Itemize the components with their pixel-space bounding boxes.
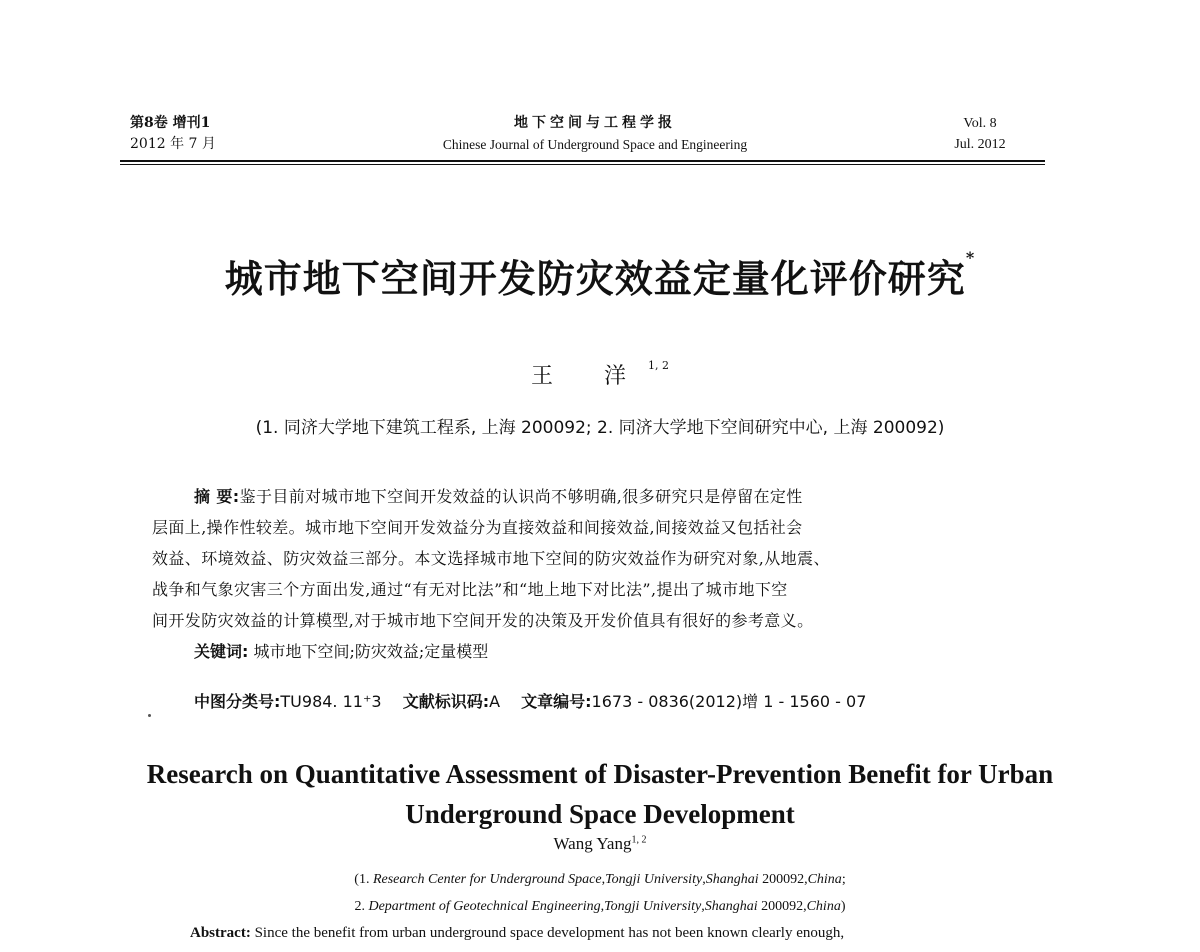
- author-cn-affil-sup: 1, 2: [648, 359, 669, 372]
- journal-name-cn: 地下空间与工程学报: [514, 115, 676, 131]
- classification-line: [194, 689, 866, 712]
- title-footnote-mark: *: [965, 248, 976, 267]
- abstract-cn-line: 摘 要:鉴于目前对城市地下空间开发效益的认识尚不够明确,很多研究只是停留在定性: [194, 487, 803, 506]
- article-no-value: 1673 - 0836(2012)增 1 - 1560 - 07: [591, 692, 867, 711]
- affiliation-en-line2: 2. Department of Geotechnical Engineering,Tongji University,Shanghai 200092,China): [354, 899, 846, 914]
- journal-name-en: Chinese Journal of Underground Space and Engineering: [442, 137, 748, 152]
- abstract-en-label: Abstract:: [190, 925, 251, 941]
- doc-code-value: A: [489, 692, 501, 711]
- abstract-cn-label: 摘 要:: [194, 487, 240, 506]
- author-en: [0, 834, 1200, 854]
- header-right: [930, 113, 1030, 155]
- keywords-cn: [194, 639, 488, 662]
- abstract-cn-line: 间开发防灾效益的计算模型,对于城市地下空间开发的决策及开发价值具有很好的参考意义。: [152, 611, 814, 630]
- header-rule-thin: [120, 164, 1045, 165]
- article-no-label: 文章编号:: [521, 692, 592, 711]
- header-left: [130, 113, 216, 155]
- scan-dot: [148, 714, 151, 717]
- date-cn: 2012 年 7 月: [130, 136, 216, 152]
- keywords-cn-label: 关键词:: [194, 642, 249, 661]
- affiliation-cn: (1. 同济大学地下建筑工程系, 上海 200092; 2. 同济大学地下空间研究中心, 上海 200092): [255, 418, 945, 438]
- date-en: Jul. 2012: [954, 137, 1006, 152]
- abstract-cn: [152, 481, 1012, 636]
- affiliation-en: [0, 866, 1200, 920]
- title-en-line2: Underground Space Development: [405, 799, 795, 829]
- doc-code-label: 文献标识码:: [402, 692, 490, 711]
- abstract-cn-line: 层面上,操作性较差。城市地下空间开发效益分为直接效益和间接效益,间接效益又包括社会: [152, 518, 803, 537]
- abstract-en: [190, 925, 844, 942]
- volume-cn: 第8卷 增刊1: [130, 115, 211, 131]
- title-cn-text: 城市地下空间开发防灾效益定量化评价研究: [224, 256, 966, 301]
- author-en-affil-sup: 1, 2: [631, 834, 647, 846]
- header-rule-thick: [120, 160, 1045, 162]
- abstract-en-text: Since the benefit from urban underground space development has not been known clearly enough,: [254, 925, 845, 941]
- affiliation-en-line1: (1. Research Center for Underground Space,Tongji University,Shanghai 200092,China;: [354, 872, 846, 887]
- author-en-name: Wang Yang: [553, 834, 632, 853]
- abstract-cn-line: 效益、环境效益、防灾效益三部分。本文选择城市地下空间的防灾效益作为研究对象,从地震、: [152, 549, 830, 568]
- title-en-line1: Research on Quantitative Assessment of Disaster-Prevention Benefit for Urban: [146, 759, 1054, 789]
- clc-label: 中图分类号:: [194, 692, 281, 711]
- author-cn-name: 王 洋: [531, 364, 648, 389]
- abstract-cn-line: 战争和气象灾害三个方面出发,通过“有无对比法”和“地上地下对比法”,提出了城市地下空: [152, 580, 788, 599]
- clc-value: TU984. 11⁺3: [280, 692, 382, 711]
- author-cn: [0, 359, 1200, 390]
- paper-title-en: [60, 754, 1140, 834]
- volume-en: Vol. 8: [963, 116, 997, 131]
- keywords-cn-text: 城市地下空间;防灾效益;定量模型: [253, 642, 489, 661]
- header-journal: [330, 113, 860, 155]
- paper-title-cn: [90, 248, 1110, 303]
